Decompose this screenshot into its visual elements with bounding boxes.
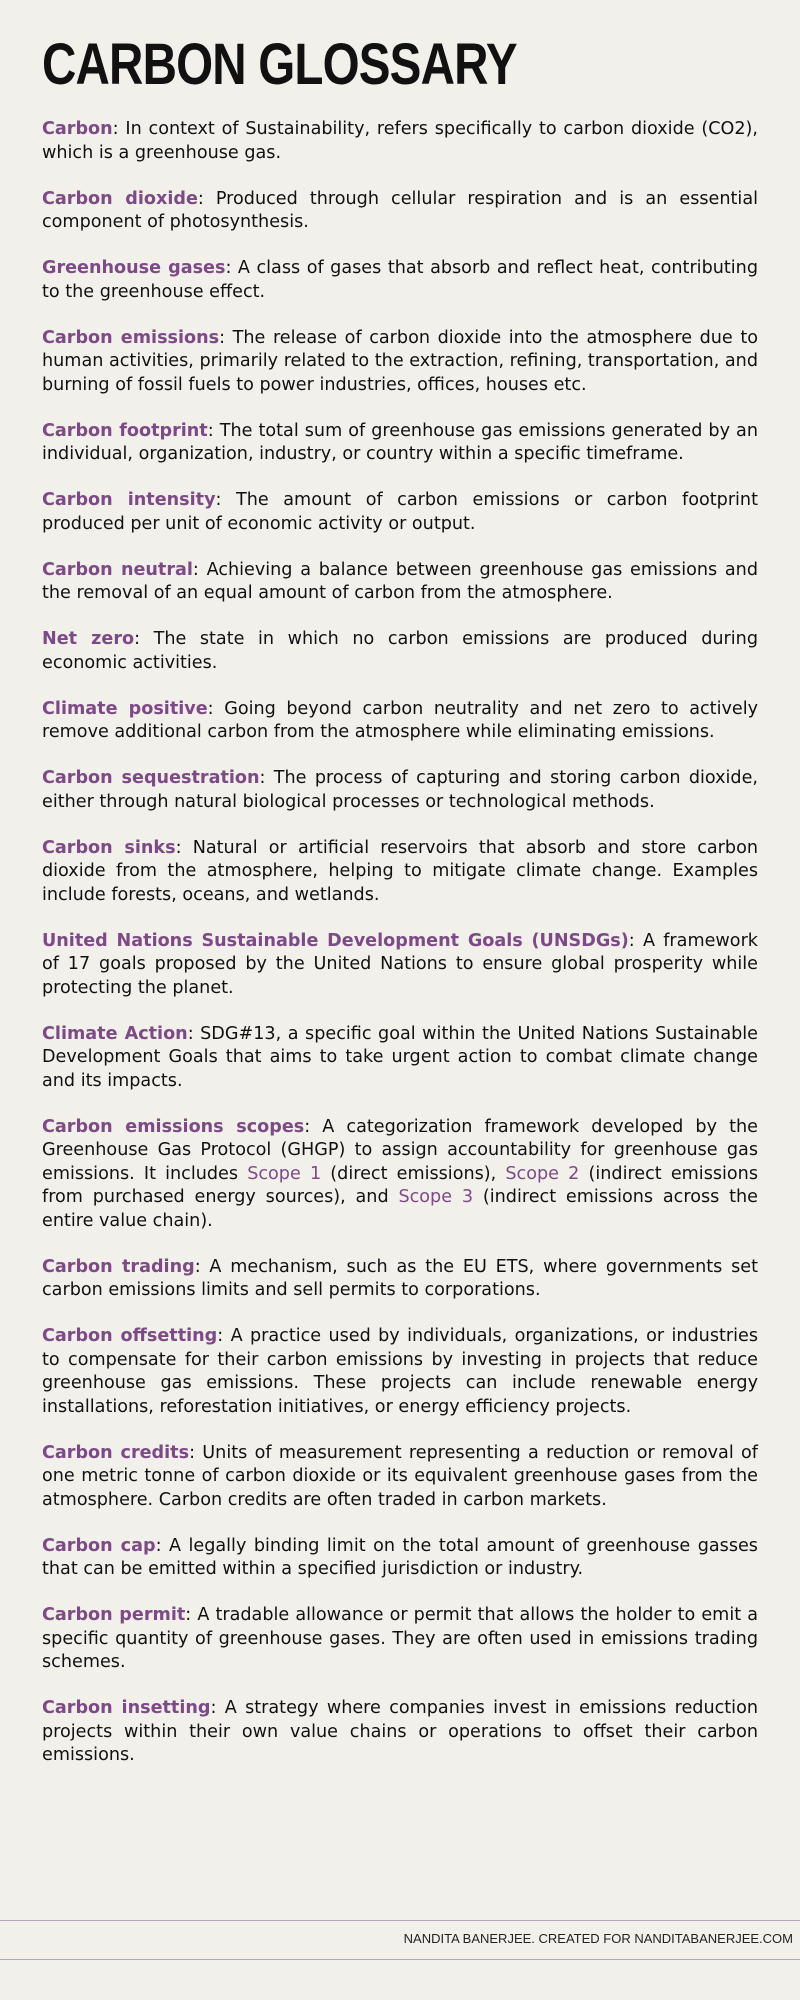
entry-definition: : The release of carbon dioxide into the atmosphere due to human activities, primarily related to the extraction, refining, transportation, and burning of fossil fuels to power industries, offices, houses etc. — [42, 327, 758, 395]
entry-term: Carbon emissions scopes — [42, 1116, 305, 1137]
glossary-entry — [42, 1023, 758, 1094]
entry-term: United Nations Sustainable Development Goals (UNSDGs) — [42, 930, 629, 951]
entry-definition: : Going beyond carbon neutrality and net zero to actively remove additional carbon from the atmosphere while eliminating emissions. — [42, 698, 758, 742]
footer-divider-bottom — [0, 1959, 800, 1960]
entry-term: Carbon dioxide — [42, 188, 198, 209]
entry-term: Carbon insetting — [42, 1698, 211, 1718]
entry-term: Carbon permit — [42, 1605, 186, 1625]
entry-definition: (direct emissions), — [321, 1163, 506, 1184]
glossary-entry — [42, 1604, 758, 1675]
glossary-entry — [42, 767, 758, 814]
glossary-entry — [42, 327, 758, 398]
glossary-entry — [42, 420, 758, 467]
glossary-entry — [42, 698, 758, 745]
entry-definition: : A strategy where companies invest in emissions reduction projects within their own value chains or operations to offset their carbon emissions. — [42, 1698, 758, 1765]
entry-definition: : The process of capturing and storing carbon dioxide, either through natural biological processes or technological methods. — [42, 768, 758, 812]
entry-definition: : A categorization framework developed by the Greenhouse Gas Protocol (GHGP) to assign accountability for greenhouse gas emissions. It includes — [42, 1116, 758, 1184]
entry-term: Carbon credits — [42, 1442, 190, 1463]
entry-term: Carbon sinks — [42, 837, 176, 858]
entry-term: Carbon sequestration — [42, 768, 260, 788]
entry-term: Net zero — [42, 629, 135, 649]
entry-definition: : SDG#13, a specific goal within the United Nations Sustainable Development Goals that aims to take urgent action to combat climate change and its impacts. — [42, 1023, 758, 1091]
glossary-entry — [42, 837, 758, 908]
entry-definition: : Produced through cellular respiration and is an essential component of photosynthesis. — [42, 188, 758, 232]
glossary-entry — [42, 118, 758, 165]
scope-3-label: Scope 3 — [398, 1187, 474, 1207]
entry-term: Carbon trading — [42, 1256, 195, 1277]
entry-definition: : Natural or artificial reservoirs that absorb and store carbon dioxide from the atmosphere, helping to mitigate climate change. Examples include forests, oceans, and wetlands. — [42, 837, 758, 905]
glossary-entry — [42, 257, 758, 304]
entry-definition: : The amount of carbon emissions or carbon footprint produced per unit of economic activity or output. — [42, 490, 758, 534]
entry-definition: : A framework of 17 goals proposed by the United Nations to ensure global prosperity while protecting the planet. — [42, 930, 758, 998]
scope-2-label: Scope 2 — [505, 1163, 580, 1184]
entry-definition: : Achieving a balance between greenhouse gas emissions and the removal of an equal amount of carbon from the atmosphere. — [42, 559, 759, 603]
entry-term: Carbon intensity — [42, 490, 216, 510]
entry-term: Greenhouse gases — [42, 258, 226, 278]
entry-definition: (indirect emissions from purchased energy sources), and — [42, 1163, 758, 1207]
glossary-entry — [42, 1442, 758, 1513]
glossary-entry — [42, 1535, 758, 1582]
entry-term: Carbon footprint — [42, 420, 208, 441]
entry-definition: : A legally binding limit on the total amount of greenhouse gasses that can be emitted within a specified jurisdiction or industry. — [42, 1535, 758, 1579]
entry-definition: : A tradable allowance or permit that allows the holder to emit a specific quantity of greenhouse gases. They are often used in emissions trading schemes. — [42, 1605, 758, 1672]
entry-term: Carbon cap — [42, 1535, 156, 1556]
glossary-entry — [42, 1256, 758, 1303]
entry-term: Carbon emissions — [42, 327, 220, 348]
entry-definition: : In context of Sustainability, refers specifically to carbon dioxide (CO2), which is a greenhouse gas. — [42, 119, 758, 163]
entry-definition: : The state in which no carbon emissions are produced during economic activities. — [42, 629, 758, 673]
glossary-entry — [42, 559, 758, 606]
entry-term: Carbon — [42, 119, 113, 139]
glossary-entry — [42, 1325, 758, 1419]
entry-term: Carbon offsetting — [42, 1326, 218, 1346]
entry-definition: : A practice used by individuals, organizations, or industries to compensate for their carbon emissions by investing in projects that reduce greenhouse gas emissions. These projects can include renewable energy installations, reforestation initiatives, or energy efficiency projects. — [42, 1326, 758, 1417]
footer-divider-top — [0, 1920, 800, 1921]
entry-term: Carbon neutral — [42, 559, 193, 580]
page-title: CARBON GLOSSARY — [42, 32, 517, 97]
scope-1-label: Scope 1 — [247, 1163, 322, 1184]
glossary-entry — [42, 1697, 758, 1768]
glossary-entry — [42, 489, 758, 536]
entry-definition: : Units of measurement representing a reduction or removal of one metric tonne of carbon dioxide or its equivalent greenhouse gases from the atmosphere. Carbon credits are often traded in carbon markets. — [42, 1442, 758, 1510]
glossary-entry — [42, 188, 758, 235]
glossary — [42, 118, 758, 1790]
entry-definition: : A class of gases that absorb and reflect heat, contributing to the greenhouse effect. — [42, 258, 758, 302]
footer-credit: NANDITA BANERJEE. CREATED FOR NANDITABANERJEE.COM — [403, 1931, 793, 1946]
entry-definition: : A mechanism, such as the EU ETS, where governments set carbon emissions limits and sell permits to corporations. — [42, 1256, 758, 1300]
entry-term: Climate Action — [42, 1023, 188, 1044]
entry-term: Climate positive — [42, 698, 208, 719]
entry-definition: : The total sum of greenhouse gas emissions generated by an individual, organization, industry, or country within a specific timeframe. — [42, 420, 758, 464]
glossary-entry-scopes — [42, 1116, 758, 1234]
entry-definition: (indirect emissions across the entire value chain). — [42, 1187, 758, 1231]
glossary-entry — [42, 930, 758, 1001]
glossary-entry — [42, 628, 758, 675]
